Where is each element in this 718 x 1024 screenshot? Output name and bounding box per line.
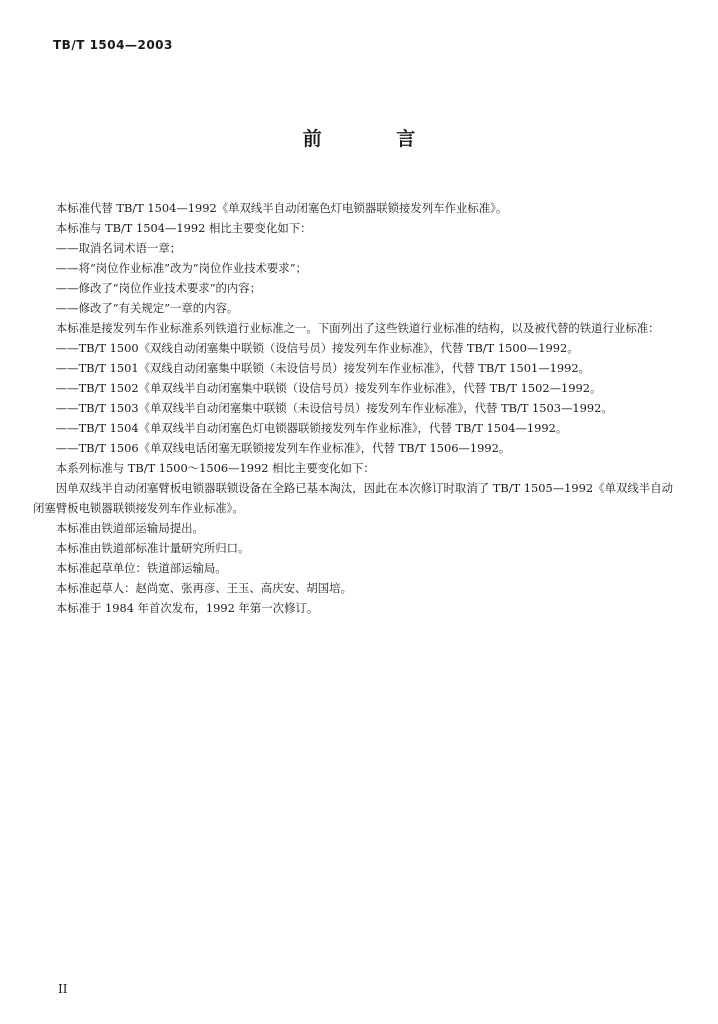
paragraph: 因单双线半自动闭塞臂板电锁器联锁设备在全路已基本淘汰，因此在本次修订时取消了 TB/T 1505—1992《单双线半自动闭塞臂板电锁器联锁接发列车作业标准》。 bbox=[33, 481, 673, 515]
foreword-body bbox=[33, 198, 673, 618]
page-title: 前 言 bbox=[302, 128, 450, 150]
paragraph: 本标准起草单位：铁道部运输局。 bbox=[55, 561, 227, 575]
page-number: II bbox=[58, 982, 68, 996]
paragraph: 本标准是接发列车作业标准系列铁道行业标准之一。下面列出了这些铁道行业标准的结构，以及被代替的铁道行业标准： bbox=[55, 321, 660, 335]
paragraph: 本标准起草人：赵尚宽、张再彦、王玉、高庆安、胡国培。 bbox=[55, 581, 352, 595]
list-item: ——TB/T 1504《单双线半自动闭塞色灯电锁器联锁接发列车作业标准》，代替 TB/T 1504—1992。 bbox=[55, 421, 568, 435]
paragraph: 本标准由铁道部运输局提出。 bbox=[55, 521, 204, 535]
paragraph: 本标准与 TB/T 1504—1992 相比主要变化如下： bbox=[55, 221, 312, 235]
list-item: ——TB/T 1502《单双线半自动闭塞集中联锁（设信号员）接发列车作业标准》，代替 TB/T 1502—1992。 bbox=[55, 381, 602, 395]
paragraph: 本系列标准与 TB/T 1500～1506—1992 相比主要变化如下： bbox=[55, 461, 375, 475]
list-item: ——将“岗位作业标准”改为“岗位作业技术要求”； bbox=[55, 261, 307, 275]
list-item: ——取消名词术语一章； bbox=[55, 241, 182, 255]
list-item: ——TB/T 1503《单双线半自动闭塞集中联锁（未设信号员）接发列车作业标准》，代替 TB/T 1503—1992。 bbox=[55, 401, 613, 415]
list-item: ——TB/T 1500《双线自动闭塞集中联锁（设信号员）接发列车作业标准》，代替 TB/T 1500—1992。 bbox=[55, 341, 579, 355]
list-item: ——TB/T 1501《双线自动闭塞集中联锁（未设信号员）接发列车作业标准》，代替 TB/T 1501—1992。 bbox=[55, 361, 591, 375]
standard-code: TB/T 1504—2003 bbox=[53, 38, 173, 52]
paragraph: 本标准代替 TB/T 1504—1992《单双线半自动闭塞色灯电锁器联锁接发列车作业标准》。 bbox=[55, 201, 508, 215]
list-item: ——TB/T 1506《单双线电话闭塞无联锁接发列车作业标准》，代替 TB/T 1506—1992。 bbox=[55, 441, 511, 455]
paragraph: 本标准于 1984 年首次发布，1992 年第一次修订。 bbox=[55, 601, 319, 615]
list-item: ——修改了“有关规定”一章的内容。 bbox=[55, 301, 239, 315]
list-item: ——修改了“岗位作业技术要求”的内容； bbox=[55, 281, 262, 295]
paragraph: 本标准由铁道部标准计量研究所归口。 bbox=[55, 541, 250, 555]
